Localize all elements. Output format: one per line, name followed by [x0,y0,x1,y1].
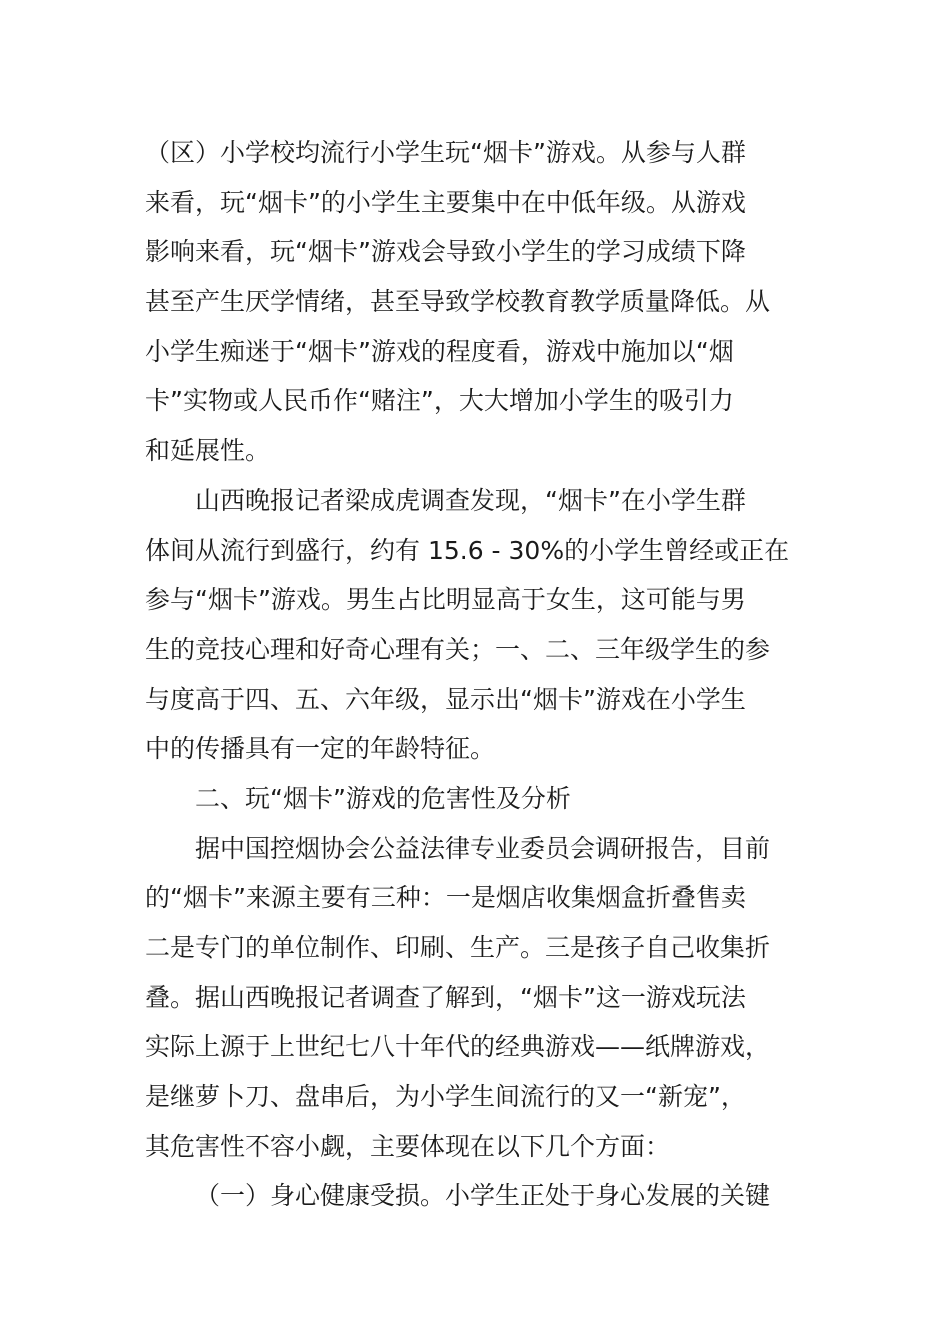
text-line-9: 体间从流行到盛行，约有 15.6 - 30%的小学生曾经或正在 [145,535,790,565]
text-line-10: 参与“烟卡”游戏。男生占比明显高于女生，这可能与男 [145,585,746,615]
text-line-2: 来看，玩“烟卡”的小学生主要集中在中低年级。从游戏 [145,187,746,217]
text-line-1: （区）小学校均流行小学生玩“烟卡”游戏。从参与人群 [145,138,746,167]
text-line-6: 卡”实物或人民币作“赌注”，大大增加小学生的吸引力 [145,386,734,416]
text-line-8: 山西晚报记者梁成虎调查发现，“烟卡”在小学生群 [195,485,746,515]
text-line-19: 实际上源于上世纪七八十年代的经典游戏——纸牌游戏， [145,1032,771,1062]
text-line-20: 是继萝卜刀、盘串后，为小学生间流行的又一“新宠”， [145,1082,746,1112]
text-line-13: 中的传播具有一定的年龄特征。 [145,734,496,764]
text-line-17: 二是专门的单位制作、印刷、生产。三是孩子自己收集折 [145,933,771,962]
document-body [145,128,810,1221]
section-heading: 二、玩“烟卡”游戏的危害性及分析 [195,783,571,813]
text-line-21: 其危害性不容小觑，主要体现在以下几个方面： [145,1131,671,1161]
text-line-7: 和延展性。 [145,436,271,466]
subsection-heading: （一）身心健康受损。小学生正处于身心发展的关键 [195,1181,771,1211]
text-line-12: 与度高于四、五、六年级，显示出“烟卡”游戏在小学生 [145,684,746,714]
text-line-18: 叠。据山西晚报记者调查了解到，“烟卡”这一游戏玩法 [145,982,746,1012]
text-line-5: 小学生痴迷于“烟卡”游戏的程度看，游戏中施加以“烟 [145,336,734,366]
text-line-15: 据中国控烟协会公益法律专业委员会调研报告，目前 [195,833,771,863]
text-line-3: 影响来看，玩“烟卡”游戏会导致小学生的学习成绩下降 [145,237,746,267]
text-line-11: 生的竞技心理和好奇心理有关；一、二、三年级学生的参 [145,634,771,664]
text-line-16: 的“烟卡”来源主要有三种：一是烟店收集烟盒折叠售卖 [145,883,746,913]
text-line-4: 甚至产生厌学情绪，甚至导致学校教育教学质量降低。从 [145,287,771,317]
